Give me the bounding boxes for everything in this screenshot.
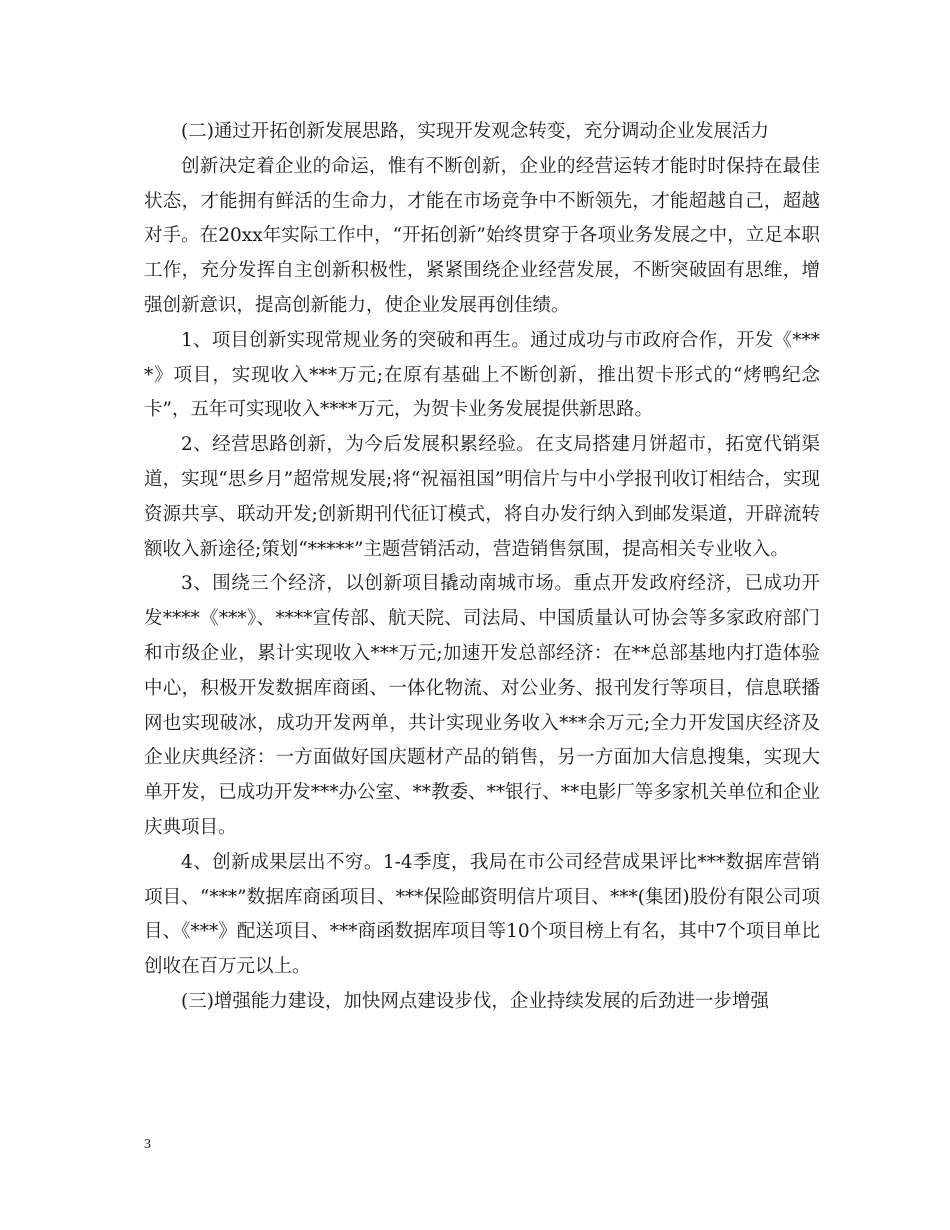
paragraph-item-3: 3、围绕三个经济，以创新项目撬动南城市场。重点开发政府经济，已成功开发****《***》、****宣传部、航天院、司法局、中国质量认可协会等多家政府部门和市级企业，累计实现收入***万元;加速开发总部经济：在**总部基地内打造体验中心，积极开发数据库商函、一体化物流、对公业务、报刊发行等项目，信息联播网也实现破冰，成功开发两单，共计实现业务收入***余万元;全力开发国庆经济及企业庆典经济：一方面做好国庆题材产品的销售，另一方面加大信息搜集，实现大单开发，已成功开发***办公室、**教委、**银行、**电影厂等多家机关单位和企业庆典项目。: [144, 573, 820, 838]
paragraph-item-2: 2、经营思路创新，为今后发展积累经验。在支局搭建月饼超市，拓宽代销渠道，实现“思乡月”超常规发展;将“祝福祖国”明信片与中小学报刊收订相结合，实现资源共享、联动开发;创新期刊代征订模式，将自办发行纳入到邮发渠道，开辟流转额收入新途径;策划“*****”主题营销活动，营造销售氛围，提高相关专业收入。: [144, 434, 820, 560]
paragraph-item-1: 1、项目创新实现常规业务的突破和再生。通过成功与市政府合作，开发《****》项目，实现收入***万元;在原有基础上不断创新，推出贺卡形式的“烤鸭纪念卡”，五年可实现收入****万元，为贺卡业务发展提供新思路。: [144, 329, 820, 421]
section-heading-2: (二)通过开拓创新发展思路，实现开发观念转变，充分调动企业发展活力: [181, 121, 769, 142]
paragraph-item-4: 4、创新成果层出不穷。1-4季度，我局在市公司经营成果评比***数据库营销项目、“***”数据库商函项目、***保险邮资明信片项目、***(集团)股份有限公司项目、《***》配送项目、***商函数据库项目等10个项目榜上有名，其中7个项目单比创收在百万元以上。: [144, 851, 820, 978]
paragraph-innovation-intro: 创新决定着企业的命运，惟有不断创新，企业的经营运转才能时时保持在最佳状态，才能拥有鲜活的生命力，才能在市场竞争中不断领先，才能超越自己，超越对手。在20xx年实际工作中，“开拓创新”始终贯穿于各项业务发展之中，立足本职工作，充分发挥自主创新积极性，紧紧围绕企业经营发展，不断突破固有思维，增强创新意识，提高创新能力，使企业发展再创佳绩。: [144, 155, 820, 316]
page-number: 3: [144, 1137, 151, 1152]
document-body: [144, 115, 820, 1020]
section-heading-3: (三)增强能力建设，加快网点建设步伐，企业持续发展的后劲进一步增强: [181, 990, 769, 1012]
